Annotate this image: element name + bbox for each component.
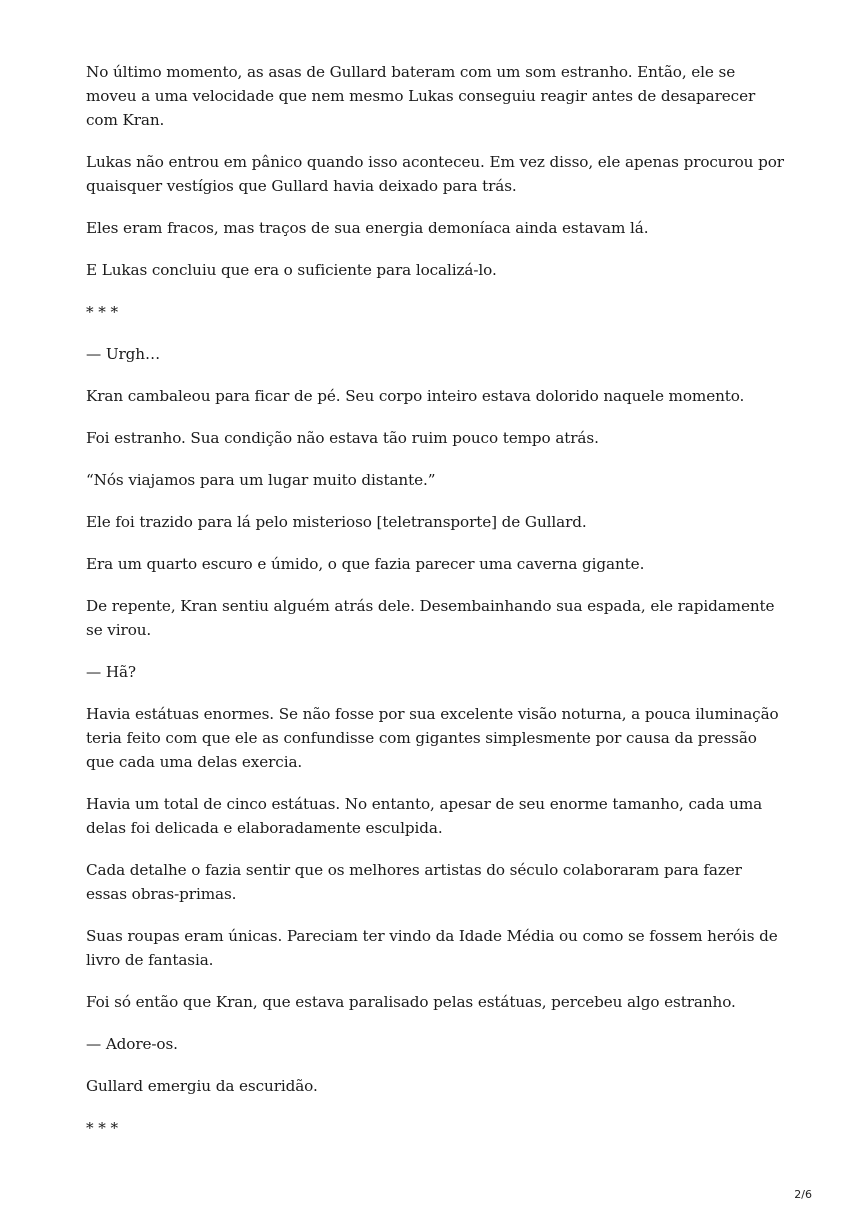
paragraph: Havia estátuas enormes. Se não fosse por sua excelente visão noturna, a pouca iluminação teria feito com que ele as confundisse com gigantes simplesmente por causa da pressão que cada uma delas exercia. <box>86 705 779 771</box>
scene-break: * * * <box>86 1119 118 1137</box>
paragraph: Lukas não entrou em pânico quando isso aconteceu. Em vez disso, ele apenas procurou por quaisquer vestígios que Gullard havia deixado para trás. <box>86 153 784 195</box>
paragraph: Eles eram fracos, mas traços de sua energia demoníaca ainda estavam lá. <box>86 219 649 237</box>
page-number: 2/6 <box>794 1188 812 1201</box>
paragraph: Foi estranho. Sua condição não estava tão ruim pouco tempo atrás. <box>86 429 599 447</box>
paragraph: — Urgh… <box>86 345 161 363</box>
paragraph: “Nós viajamos para um lugar muito distante.” <box>86 471 436 489</box>
scene-break: * * * <box>86 303 118 321</box>
paragraph: De repente, Kran sentiu alguém atrás dele. Desembainhando sua espada, ele rapidamente se virou. <box>86 597 775 639</box>
paragraph: Kran cambaleou para ficar de pé. Seu corpo inteiro estava dolorido naquele momento. <box>86 387 745 405</box>
paragraph: Foi só então que Kran, que estava paralisado pelas estátuas, percebeu algo estranho. <box>86 993 736 1011</box>
paragraph: Havia um total de cinco estátuas. No entanto, apesar de seu enorme tamanho, cada uma delas foi delicada e elaboradamente esculpida. <box>86 795 763 837</box>
paragraph: Suas roupas eram únicas. Pareciam ter vindo da Idade Média ou como se fossem heróis de livro de fantasia. <box>86 927 778 969</box>
paragraph: E Lukas concluiu que era o suficiente para localizá-lo. <box>86 261 497 279</box>
paragraph: Era um quarto escuro e úmido, o que fazia parecer uma caverna gigante. <box>86 555 645 573</box>
paragraph: Gullard emergiu da escuridão. <box>86 1077 318 1095</box>
document-body <box>86 60 786 1158</box>
paragraph: No último momento, as asas de Gullard bateram com um som estranho. Então, ele se moveu a uma velocidade que nem mesmo Lukas conseguiu reagir antes de desaparecer com Kran. <box>86 63 756 129</box>
paragraph: — Adore-os. <box>86 1035 178 1053</box>
paragraph: Ele foi trazido para lá pelo misterioso [teletransporte] de Gullard. <box>86 513 587 531</box>
paragraph: Cada detalhe o fazia sentir que os melhores artistas do século colaboraram para fazer essas obras-primas. <box>86 861 742 903</box>
paragraph: — Hã? <box>86 663 136 681</box>
